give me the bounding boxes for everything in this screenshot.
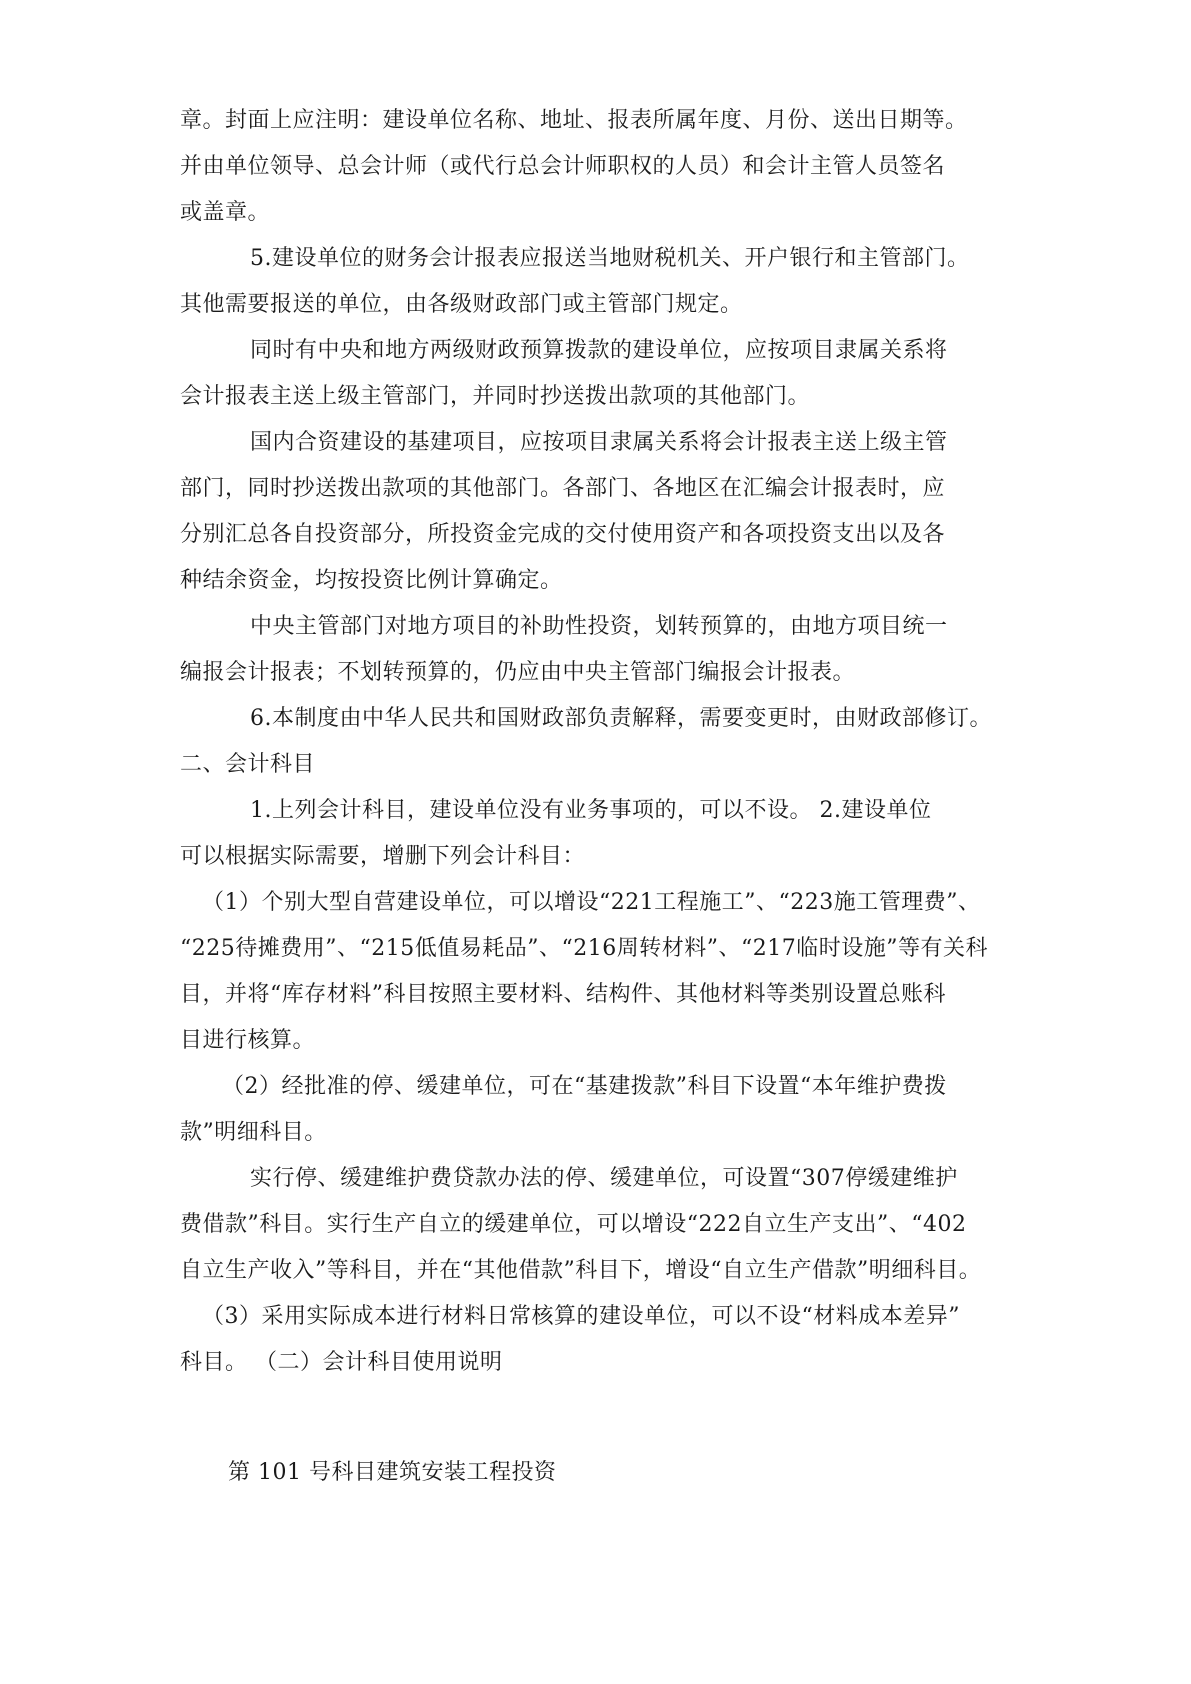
text-line: 实行停、缓建维护费贷款办法的停、缓建单位，可设置“307停缓建维护: [250, 1166, 958, 1191]
text-line: 目进行核算。: [180, 1028, 316, 1053]
text-line: 可以根据实际需要，增删下列会计科目：: [180, 844, 586, 869]
text-line: 同时有中央和地方两级财政预算拨款的建设单位，应按项目隶属关系将: [250, 338, 948, 363]
text-line: 自立生产收入”等科目，并在“其他借款”科目下，增设“自立生产借款”明细科目。: [180, 1258, 982, 1283]
text-line: （2）经批准的停、缓建单位，可在“基建拨款”科目下设置“本年维护费拨: [222, 1074, 947, 1099]
text-line: 款”明细科目。: [180, 1120, 327, 1145]
subject-title: 第 101 号科目建筑安装工程投资: [228, 1460, 557, 1485]
text-line: （3）采用实际成本进行材料日常核算的建设单位，可以不设“材料成本差异”: [202, 1304, 960, 1329]
text-line: “225待摊费用”、“215低值易耗品”、“216周转材料”、“217临时设施”等有关科: [180, 936, 988, 961]
text-line: 种结余资金，均按投资比例计算确定。: [180, 568, 563, 593]
text-line: 会计报表主送上级主管部门，并同时抄送拨出款项的其他部门。: [180, 384, 811, 409]
section-heading: 二、会计科目: [180, 752, 316, 777]
text-line: 科目。 （二）会计科目使用说明: [180, 1350, 503, 1375]
text-line: 其他需要报送的单位，由各级财政部门或主管部门规定。: [180, 292, 743, 317]
text-line: 国内合资建设的基建项目，应按项目隶属关系将会计报表主送上级主管: [250, 430, 948, 455]
text-line: 章。封面上应注明：建设单位名称、地址、报表所属年度、月份、送出日期等。: [180, 108, 968, 133]
text-line: 部门，同时抄送拨出款项的其他部门。各部门、各地区在汇编会计报表时，应: [180, 476, 946, 501]
text-line: 目，并将“库存材料”科目按照主要材料、结构件、其他材料等类别设置总账科: [180, 982, 946, 1007]
text-line: 或盖章。: [180, 200, 271, 225]
text-line: （1）个别大型自营建设单位，可以增设“221工程施工”、“223施工管理费”、: [202, 890, 981, 915]
text-line: 并由单位领导、总会计师（或代行总会计师职权的人员）和会计主管人员签名: [180, 154, 946, 179]
text-line: 分别汇总各自投资部分，所投资金完成的交付使用资产和各项投资支出以及各: [180, 522, 946, 547]
text-line: 1.上列会计科目，建设单位没有业务事项的，可以不设。 2.建设单位: [250, 798, 932, 823]
text-line: 费借款”科目。实行生产自立的缓建单位，可以增设“222自立生产支出”、“402: [180, 1212, 967, 1237]
text-line: 6.本制度由中华人民共和国财政部负责解释，需要变更时，由财政部修订。: [250, 706, 992, 731]
text-line: 中央主管部门对地方项目的补助性投资，划转预算的，由地方项目统一: [250, 614, 948, 639]
text-line: 5.建设单位的财务会计报表应报送当地财税机关、开户银行和主管部门。: [250, 246, 970, 271]
text-line: 编报会计报表；不划转预算的，仍应由中央主管部门编报会计报表。: [180, 660, 856, 685]
